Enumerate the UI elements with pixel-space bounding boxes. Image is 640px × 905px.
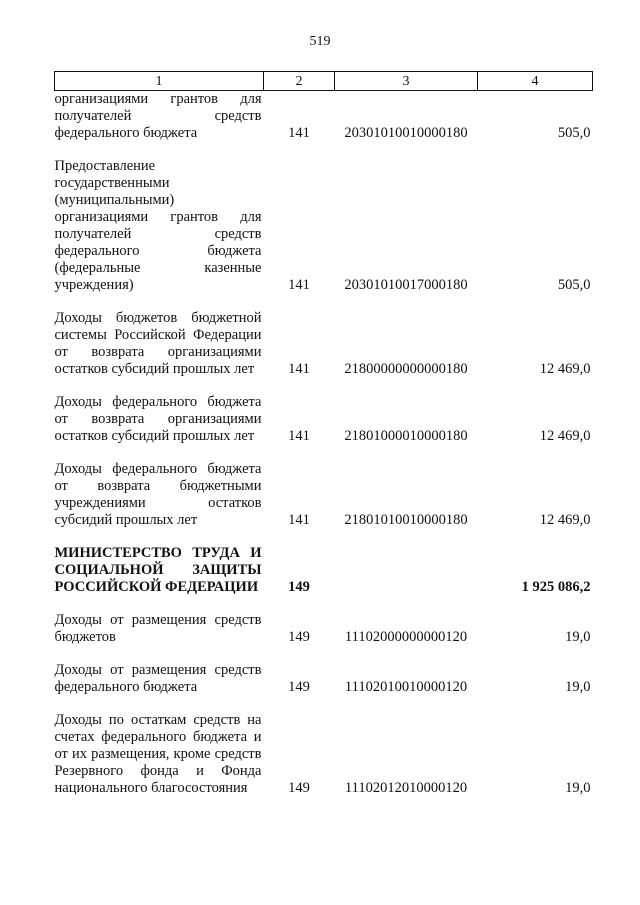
row-name: Доходы по остаткам средств на счетах федерального бюджета и от их размещения, кроме средств Резервного фонда и Фонда национального благосостояния xyxy=(54,712,262,796)
row-amount: 19,0 xyxy=(565,780,591,796)
table-row xyxy=(55,696,593,797)
row-revenue-code: 11102012010000120 xyxy=(344,780,468,796)
budget-revenue-table xyxy=(54,71,593,797)
row-admin-code: 149 xyxy=(288,780,310,796)
table-header-row xyxy=(55,72,593,91)
row-name: Доходы федерального бюджета от возврата бюджетными учреждениями остатков субсидий прошлых лет xyxy=(54,461,262,528)
row-revenue-code: 11102000000000120 xyxy=(344,629,468,645)
row-amount: 19,0 xyxy=(565,629,591,645)
row-admin-code: 141 xyxy=(288,361,310,377)
row-admin-code: 141 xyxy=(288,428,310,444)
row-revenue-code: 21801010010000180 xyxy=(344,512,468,528)
column-header-3: 3 xyxy=(335,72,478,91)
table-row xyxy=(55,91,593,143)
row-name: организациями грантов для получателей средств федерального бюджета xyxy=(54,91,262,141)
column-header-2: 2 xyxy=(264,72,335,91)
row-admin-code: 149 xyxy=(288,629,310,645)
table-row xyxy=(55,378,593,445)
ministry-admin-code: 149 xyxy=(288,579,310,595)
row-admin-code: 141 xyxy=(288,512,310,528)
ministry-total-amount: 1 925 086,2 xyxy=(521,579,591,595)
column-header-4: 4 xyxy=(478,72,593,91)
column-header-1: 1 xyxy=(55,72,264,91)
ministry-heading-row xyxy=(55,529,593,596)
row-name: Доходы от размещения средств бюджетов xyxy=(54,612,262,645)
table-row xyxy=(55,646,593,696)
row-amount: 12 469,0 xyxy=(539,428,591,444)
page-number: 519 xyxy=(309,34,331,49)
row-name: Доходы федерального бюджета от возврата организациями остатков субсидий прошлых лет xyxy=(54,394,262,444)
ministry-name: МИНИСТЕРСТВО ТРУДА И СОЦИАЛЬНОЙ ЗАЩИТЫ РОССИЙСКОЙ ФЕДЕРАЦИИ xyxy=(54,545,262,595)
table-row xyxy=(55,294,593,378)
table-row xyxy=(55,445,593,529)
table-row xyxy=(55,596,593,646)
row-admin-code: 149 xyxy=(288,679,310,695)
row-admin-code: 141 xyxy=(288,125,310,141)
row-name: Предоставление государственными (муниципальными) организациями грантов для получателей средств федерального бюджета (федеральные казенные учреждения) xyxy=(54,158,262,293)
row-revenue-code: 21801000010000180 xyxy=(344,428,468,444)
row-amount: 505,0 xyxy=(557,125,591,141)
table-row xyxy=(55,142,593,294)
row-amount: 12 469,0 xyxy=(539,512,591,528)
row-revenue-code: 11102010010000120 xyxy=(344,679,468,695)
row-amount: 505,0 xyxy=(557,277,591,293)
row-name: Доходы бюджетов бюджетной системы Российской Федерации от возврата организациями остатков субсидий прошлых лет xyxy=(54,310,262,377)
row-revenue-code: 20301010010000180 xyxy=(344,125,468,141)
row-name: Доходы от размещения средств федерального бюджета xyxy=(54,662,262,695)
row-revenue-code: 21800000000000180 xyxy=(344,361,468,377)
row-revenue-code: 20301010017000180 xyxy=(344,277,468,293)
row-amount: 19,0 xyxy=(565,679,591,695)
row-amount: 12 469,0 xyxy=(539,361,591,377)
row-admin-code: 141 xyxy=(288,277,310,293)
ministry-revenue-code xyxy=(335,529,478,596)
